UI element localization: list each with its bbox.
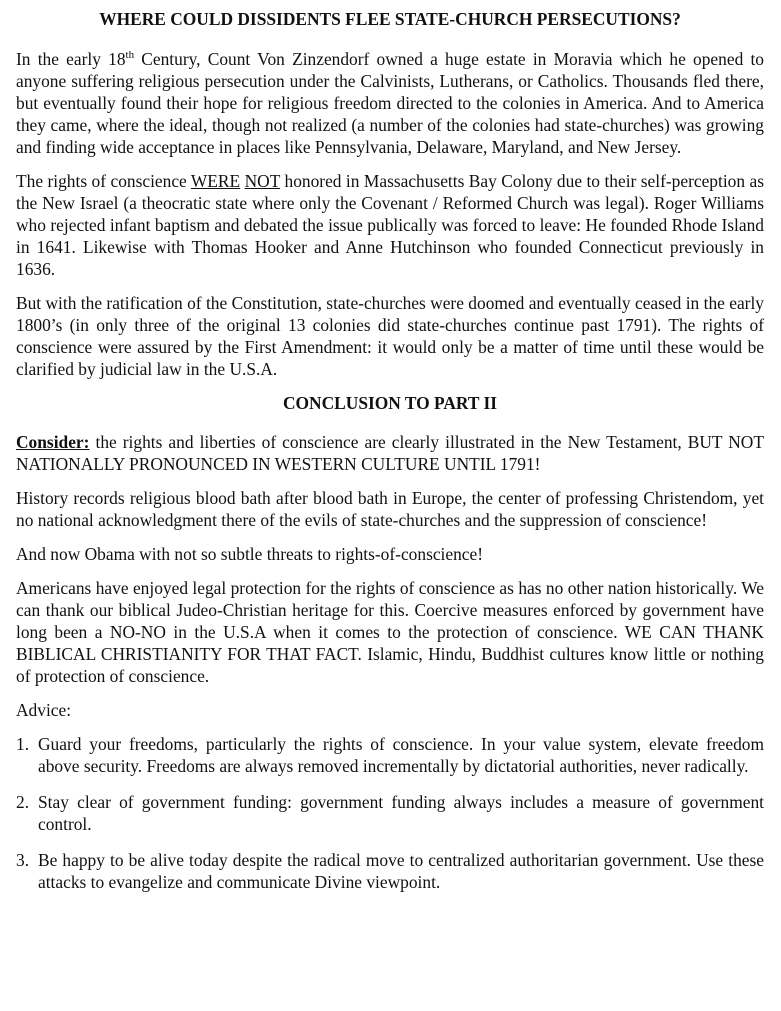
list-item-number: 2.: [16, 792, 30, 812]
list-item: [16, 733, 764, 777]
page-title: WHERE COULD DISSIDENTS FLEE STATE-CHURCH PERSECUTIONS?: [99, 9, 681, 29]
conclusion-heading: CONCLUSION TO PART II: [282, 393, 498, 413]
paragraph-americans: Americans have enjoyed legal protection for the rights of conscience as has no other nation historically. We can thank our biblical Judeo-Christian heritage for this. Coercive measures enforced by government have long been a NO-NO in the U.S.A when it comes to the protection of conscience. WE CAN THANK BIBLICAL CHRISTIANITY FOR THAT FACT. Islamic, Hindu, Buddhist cultures know little or nothing of protection of conscience.: [16, 578, 764, 686]
list-item: [16, 849, 764, 893]
paragraph-obama: And now Obama with not so subtle threats to rights-of-conscience!: [16, 544, 484, 564]
paragraph-zinzendorf-start: In the early 18: [16, 49, 126, 69]
underlined-not: NOT: [244, 171, 281, 191]
paragraph-massachusetts: [16, 170, 764, 280]
advice-label: Advice:: [16, 700, 72, 720]
list-item-number: 1.: [16, 734, 30, 754]
consider-label: Consider:: [16, 432, 90, 452]
document-page: [16, 8, 764, 907]
paragraph-massachusetts-start: The rights of conscience: [16, 171, 191, 191]
paragraph-consider: [16, 431, 764, 475]
list-item-text: Be happy to be alive today despite the radical move to centralized authoritarian government. Use these attacks to evangelize and communicate Divine viewpoint.: [38, 850, 764, 892]
paragraph-massachusetts-rest: honored in Massachusetts Bay Colony due to their self-perception as the New Israel (a theocratic state where only the Covenant / Reformed Church was legal). Roger Williams who rejected infant baptism and debated the issue publically was forced to leave: He founded Rhode Island in 1641. Likewise with Thomas Hooker and Anne Hutchinson who founded Connecticut previously in 1636.: [16, 171, 764, 279]
list-item-text: Stay clear of government funding: government funding always includes a measure of government control.: [38, 792, 764, 834]
list-item-text: Guard your freedoms, particularly the rights of conscience. In your value system, elevate freedom above security. Freedoms are always removed incrementally by dictatorial authorities, never radically.: [38, 734, 764, 776]
list-item-number: 3.: [16, 850, 30, 870]
paragraph-history: History records religious blood bath after blood bath in Europe, the center of professing Christendom, yet no national acknowledgment there of the evils of state-churches and the suppression of conscience!: [16, 488, 764, 530]
consider-text: the rights and liberties of conscience are clearly illustrated in the New Testament, BUT NOT NATIONALLY PRONOUNCED IN WESTERN CULTURE UNTIL 1791!: [16, 432, 764, 474]
advice-list: [16, 733, 764, 893]
ordinal-superscript: th: [125, 49, 135, 61]
underlined-were: WERE: [190, 171, 241, 191]
paragraph-zinzendorf-rest: Century, Count Von Zinzendorf owned a huge estate in Moravia which he opened to anyone suffering religious persecution under the Calvinists, Lutherans, or Catholics. Thousands fled there, but eventually found their hope for religious freedom directed to the colonies in America. And to America they came, where the ideal, though not realized (a number of the colonies had state-churches) was growing and finding wide acceptance in places like Pennsylvania, Delaware, Maryland, and New Jersey.: [16, 49, 765, 157]
paragraph-zinzendorf: [16, 48, 764, 158]
list-item: [16, 791, 764, 835]
paragraph-constitution: But with the ratification of the Constitution, state-churches were doomed and eventually ceased in the early 1800’s (in only three of the original 13 colonies did state-churches continue past 1791). The rights of conscience were assured by the First Amendment: it would only be a matter of time until these would be clarified by judicial law in the U.S.A.: [16, 293, 764, 379]
